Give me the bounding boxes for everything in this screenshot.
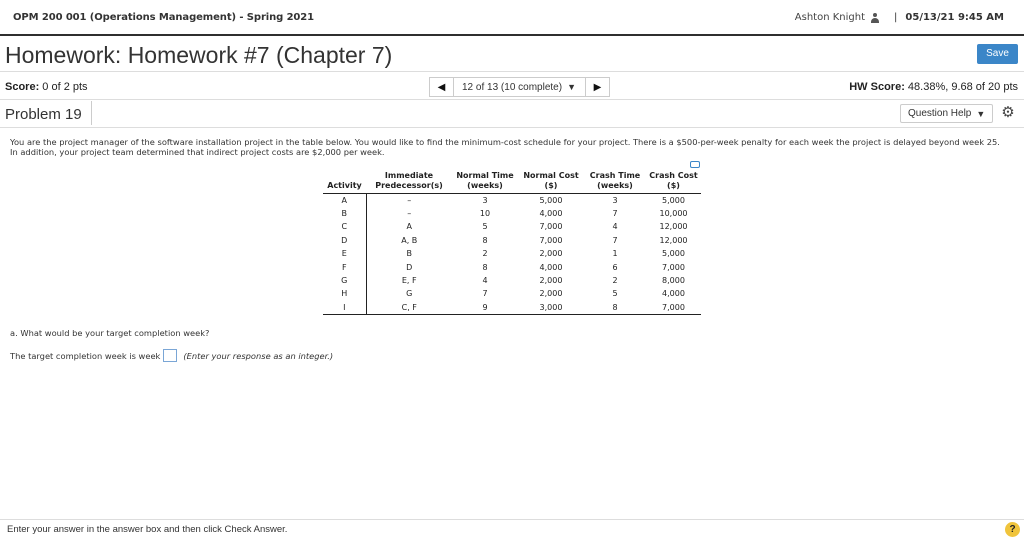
score-label: Score: (5, 81, 40, 93)
table-row (323, 194, 701, 207)
table-cell: 8 (482, 235, 488, 245)
table-cell: 7,000 (539, 235, 563, 245)
footer-instructions: Enter your answer in the answer box and then click Check Answer. (7, 524, 288, 535)
table-cell: A, B (401, 235, 418, 245)
table-cell: 12,000 (659, 222, 688, 232)
top-bar (0, 0, 1024, 36)
table-cell: 5,000 (539, 195, 563, 205)
table-cell: B (323, 207, 366, 220)
table-cell: 5 (482, 222, 488, 232)
table-cell: 10,000 (659, 209, 688, 219)
hw-score (849, 81, 1018, 93)
table-header-row (323, 171, 701, 194)
table-cell: 2 (612, 276, 618, 286)
table-cell: C, F (366, 301, 452, 314)
answer-input[interactable] (163, 349, 177, 362)
question-navigator (429, 77, 610, 97)
table-cell: 2 (482, 249, 488, 259)
table-row (323, 220, 701, 233)
course-title: OPM 200 001 (Operations Management) - Spring 2021 (13, 12, 314, 23)
table-cell: 4 (612, 222, 618, 232)
table-cell: 7 (612, 209, 618, 219)
table-cell: H (323, 287, 366, 300)
table-cell: E, F (401, 276, 417, 286)
table-cell: 7,000 (539, 222, 563, 232)
table-cell: B (406, 249, 412, 259)
table-cell: 8,000 (662, 276, 685, 286)
table-cell: 8 (584, 301, 646, 314)
question-help-button[interactable] (900, 104, 993, 123)
column-header: Crash Time (weeks) (584, 171, 646, 194)
table-cell: C (323, 220, 366, 233)
next-question-button[interactable]: ▶ (585, 78, 609, 96)
table-cell: 5,000 (662, 195, 685, 205)
table-row (323, 260, 701, 273)
table-cell: 7 (612, 235, 618, 245)
data-table (323, 171, 701, 315)
help-icon[interactable]: ? (1005, 522, 1020, 537)
table-cell: 2,000 (539, 289, 563, 299)
table-cell: G (323, 274, 366, 287)
question-select[interactable] (454, 82, 585, 93)
divider (91, 101, 92, 125)
question-select-label: 12 of 13 (10 complete) (462, 81, 563, 93)
table-cell: – (407, 195, 412, 205)
divider (0, 519, 1024, 520)
table-cell: 12,000 (659, 235, 688, 245)
table-cell: A (406, 222, 412, 232)
hw-score-label: HW Score: (849, 81, 905, 93)
table-cell: 7 (482, 289, 488, 299)
table-cell: E (323, 247, 366, 260)
previous-question-button[interactable]: ◀ (430, 78, 454, 96)
table-row (323, 301, 701, 314)
table-cell: 5 (612, 289, 618, 299)
table-cell: A (323, 194, 366, 207)
separator: | (894, 12, 898, 23)
table-cell: D (406, 262, 413, 272)
table-cell: 3 (612, 195, 618, 205)
gear-icon[interactable]: ⚙ (1001, 104, 1015, 121)
table-row (323, 247, 701, 260)
user-name[interactable]: Ashton Knight (794, 12, 866, 23)
table-expand-icon[interactable] (690, 161, 700, 168)
table-cell: 8 (482, 262, 488, 272)
table-row (323, 207, 701, 220)
table-row (323, 234, 701, 247)
answer-hint: (Enter your response as an integer.) (183, 350, 334, 361)
table-cell: 2,000 (539, 276, 563, 286)
table-cell: 4,000 (539, 262, 563, 272)
table-cell: 7,000 (662, 262, 685, 272)
divider (0, 127, 1024, 128)
table-cell: G (406, 289, 413, 299)
table-cell: 10 (479, 209, 491, 219)
table-cell: 3 (482, 195, 488, 205)
table-cell: I (323, 301, 366, 314)
table-cell: 4 (482, 276, 488, 286)
answer-line (10, 349, 333, 362)
score (5, 81, 88, 93)
table-cell: 2,000 (539, 249, 563, 259)
problem-label: Problem 19 (5, 106, 82, 123)
user-icon (870, 13, 880, 23)
divider (0, 71, 1024, 72)
table-cell: 7,000 (646, 301, 701, 314)
table-row (323, 274, 701, 287)
answer-prompt: The target completion week is week (10, 350, 161, 361)
score-value: 0 of 2 pts (39, 81, 88, 93)
table-cell: – (407, 209, 412, 219)
table-cell: 4,000 (539, 209, 563, 219)
caret-down-icon: ▼ (567, 82, 576, 92)
save-button[interactable]: Save (977, 44, 1018, 64)
page-title: Homework: Homework #7 (Chapter 7) (5, 42, 393, 68)
table-row (323, 287, 701, 300)
column-header: Normal Time (weeks) (452, 171, 518, 194)
table-cell: 9 (452, 301, 518, 314)
datetime: 05/13/21 9:45 AM (905, 12, 1004, 23)
column-header: Normal Cost ($) (518, 171, 584, 194)
hw-score-value: 48.38%, 9.68 of 20 pts (904, 81, 1018, 93)
table-cell: 3,000 (518, 301, 584, 314)
table-cell: 6 (612, 262, 618, 272)
divider (0, 99, 1024, 100)
problem-statement: You are the project manager of the software installation project in the table below. You would like to find the minimum-cost schedule for your project. There is a $500-per-week penalty for each week the project is delayed beyond week 25. In addition, your project team determined that indirect project costs are $2,000 per week. (10, 137, 1000, 157)
column-header: Crash Cost ($) (646, 171, 701, 194)
caret-down-icon: ▼ (976, 108, 986, 119)
table-cell: D (323, 234, 366, 247)
table-cell: 1 (612, 249, 618, 259)
column-header: Activity (323, 171, 366, 194)
column-header: Immediate Predecessor(s) (366, 171, 452, 194)
table-cell: F (323, 260, 366, 273)
table-cell: 5,000 (662, 249, 685, 259)
table-cell: 4,000 (662, 289, 685, 299)
user-info (795, 12, 1004, 23)
question-help-label: Question Help (908, 108, 972, 119)
question-part-a: a. What would be your target completion week? (10, 328, 210, 338)
